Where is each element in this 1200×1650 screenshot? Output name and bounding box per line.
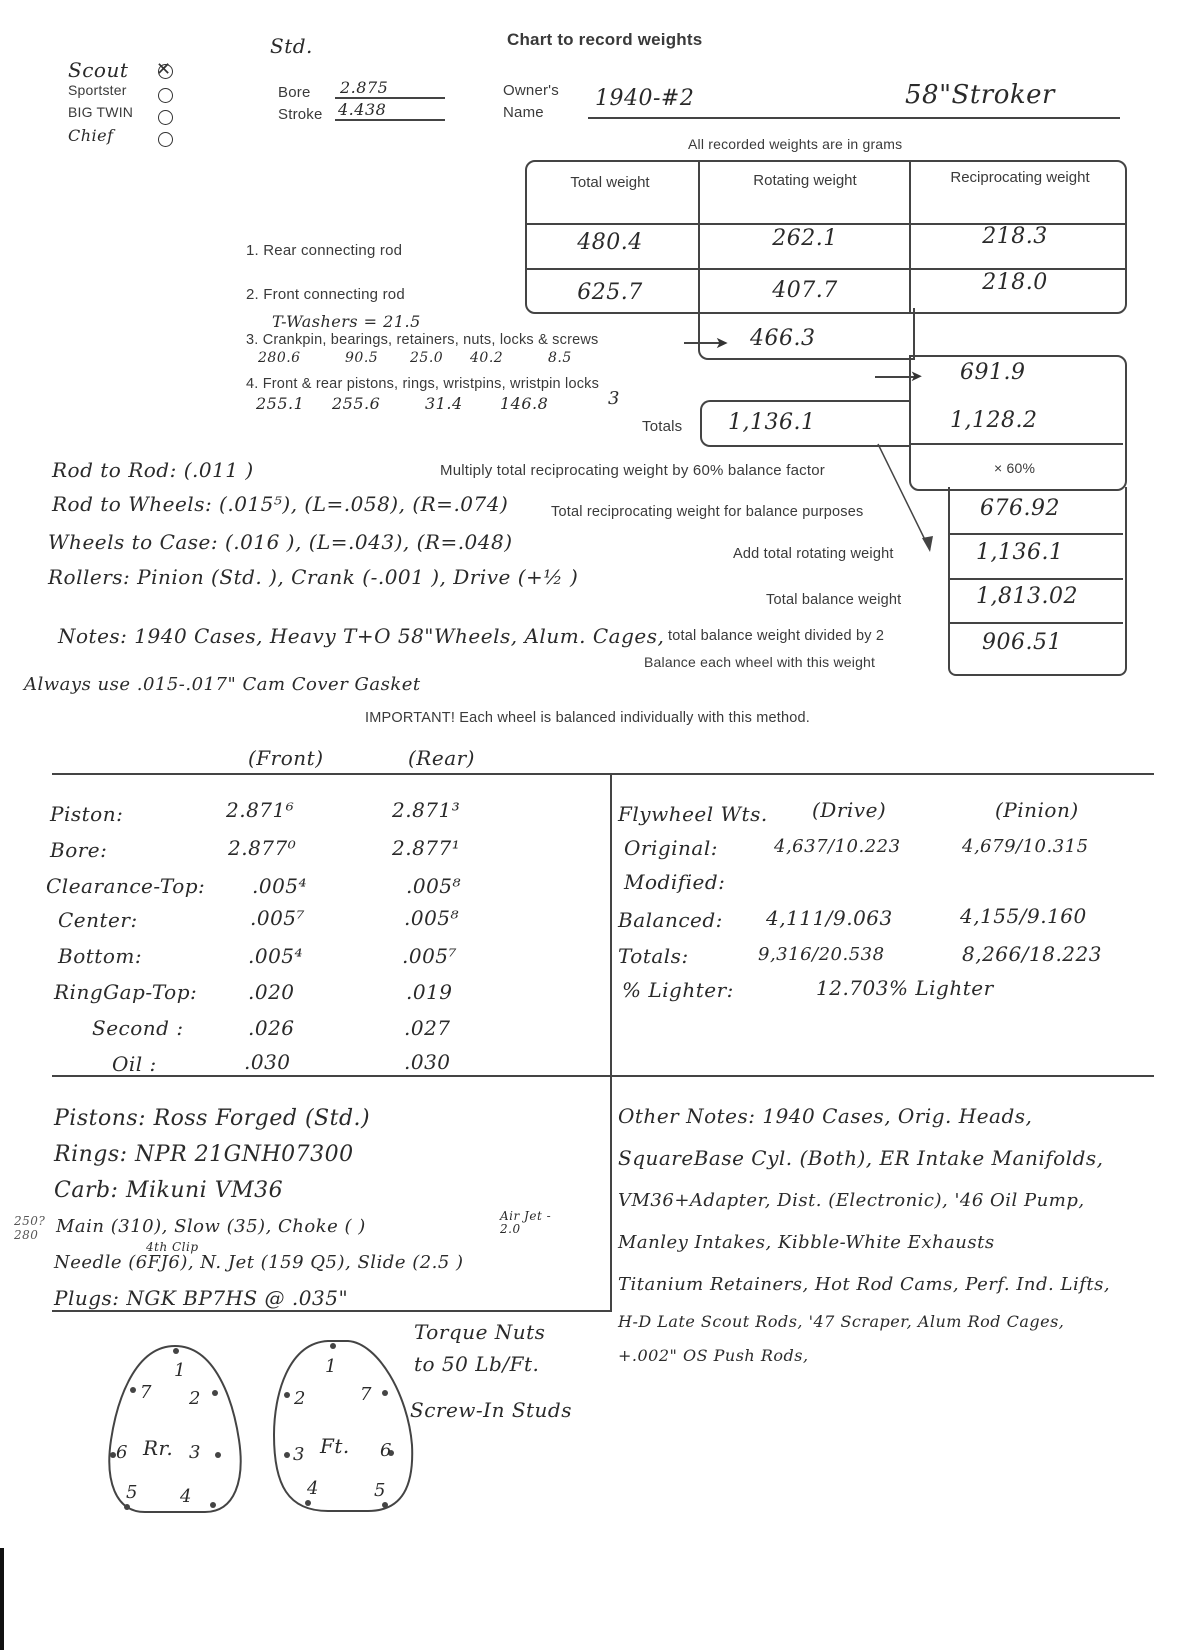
flywheel-title: Flywheel Wts. (618, 802, 768, 826)
row-label-rear-rod: 1. Rear connecting rod (246, 242, 403, 259)
rear-header: (Rear) (408, 746, 475, 770)
empty-circle-icon (158, 110, 173, 125)
model-item-sportster (68, 82, 188, 104)
other-notes-line: Titanium Retainers, Hot Rod Cams, Perf. Ind. Lifts, (618, 1274, 1111, 1295)
bolt-dot (124, 1504, 130, 1510)
piston-front: 2.871⁶ (226, 798, 295, 822)
rear-rod-recip: 218.3 (982, 224, 1048, 249)
diagonal-arrow-icon (870, 440, 940, 560)
torque-line: Screw-In Studs (410, 1398, 572, 1422)
stroke-value: 4.438 (338, 100, 387, 119)
owner-label: Owner's Name (503, 82, 559, 121)
balanced-label: Balanced: (618, 908, 723, 932)
bore-underline (335, 97, 445, 99)
notes-line: Notes: 1940 Cases, Heavy T+O 58"Wheels, Alum. Cages, (58, 624, 665, 648)
bore-row-label: Bore: (50, 838, 108, 862)
stroke-underline (335, 119, 445, 121)
front-head-diagram (268, 1335, 418, 1520)
front-bolt-num: 1 (325, 1356, 337, 1377)
scan-edge-mark (0, 1548, 4, 1650)
std-note: Std. (270, 34, 313, 58)
rear-bolt-num: 5 (126, 1482, 138, 1503)
pistons-part: 255.6 (332, 394, 381, 413)
rear-bolt-num: 3 (189, 1442, 201, 1463)
piston-rear: 2.871³ (392, 798, 461, 822)
balanced-drive: 4,111/9.063 (766, 906, 893, 930)
piston-row-label: Piston: (50, 802, 124, 826)
original-pinion: 4,679/10.315 (962, 836, 1089, 857)
lighter-label: % Lighter: (622, 978, 734, 1002)
crankpin-part: 8.5 (548, 350, 572, 366)
bolt-dot (210, 1502, 216, 1508)
grid-line-top (52, 773, 1154, 775)
oil-front: .030 (244, 1050, 291, 1074)
front-bolt-num: 2 (294, 1388, 306, 1409)
rear-bolt-num: 2 (189, 1388, 201, 1409)
original-label: Original: (624, 836, 718, 860)
table-divider (909, 162, 911, 312)
owner-underline (588, 117, 1120, 119)
bottom-front: .005⁴ (248, 944, 304, 968)
clearance-top-label: Clearance-Top: (46, 874, 206, 898)
gasket-note: Always use .015-.017" Cam Cover Gasket (24, 674, 421, 695)
bolt-dot (382, 1502, 388, 1508)
front-bolt-num: 4 (307, 1478, 319, 1499)
air-jet-note: Air Jet - 2.0 (500, 1209, 552, 1236)
other-notes-line: H-D Late Scout Rods, '47 Scraper, Alum Rod Cages, (618, 1312, 1065, 1331)
totals-label: Totals (642, 418, 683, 435)
front-bolt-num: 5 (374, 1480, 386, 1501)
rear-bolt-num: 6 (116, 1442, 128, 1463)
header-total-weight: Total weight (570, 174, 650, 191)
total-balance-value: 1,813.02 (976, 584, 1078, 609)
ring-gap-top-front: .020 (248, 980, 295, 1004)
ring-gap-top-rear: .019 (406, 980, 453, 1004)
page-title: Chart to record weights (507, 30, 703, 49)
torque-line: Torque Nuts (414, 1320, 546, 1344)
recip-balance-value: 676.92 (980, 496, 1060, 521)
total-balance-label: Total balance weight (766, 592, 902, 608)
table-divider (950, 622, 1123, 624)
totals-recip: 1,128.2 (950, 408, 1038, 433)
pistons-part: 3 (608, 388, 620, 409)
crankpin-value: 466.3 (750, 326, 816, 351)
bore-label: Bore (278, 84, 311, 101)
pinion-header: (Pinion) (995, 798, 1079, 822)
crankpin-part: 90.5 (345, 350, 379, 366)
model-item-chief (68, 126, 188, 148)
crankpin-part: 40.2 (470, 350, 504, 366)
rear-rod-rotating: 262.1 (772, 226, 838, 251)
center-rear: .005⁸ (404, 906, 460, 930)
each-wheel-label: Balance each wheel with this weight (644, 654, 876, 670)
clearance-wheels-to-case: Wheels to Case: (.016 ), (L=.043), (R=.048) (48, 530, 513, 554)
row-label-pistons: 4. Front & rear pistons, rings, wristpins, wristpin locks (246, 376, 600, 392)
ring-gap-top-label: RingGap-Top: (54, 980, 198, 1004)
bolt-dot (173, 1348, 179, 1354)
units-note: All recorded weights are in grams (688, 136, 903, 152)
second-front: .026 (248, 1016, 295, 1040)
row-label-front-rod: 2. Front connecting rod (246, 286, 405, 303)
needle-clip-note: 4th Clip (146, 1240, 199, 1254)
model-item-big-twin (68, 104, 188, 126)
bolt-dot (305, 1500, 311, 1506)
divided-value: 906.51 (982, 630, 1062, 655)
totals-pinion: 8,266/18.223 (962, 942, 1102, 966)
bolt-dot (215, 1452, 221, 1458)
balanced-pinion: 4,155/9.160 (960, 904, 1087, 928)
plugs-note: Plugs: NGK BP7HS @ .035" (54, 1286, 349, 1310)
front-rod-recip: 218.0 (982, 270, 1048, 295)
front-rod-total: 625.7 (577, 280, 643, 305)
center-label: Center: (58, 908, 138, 932)
engine-value: 58"Stroker (905, 80, 1055, 110)
pistons-part: 146.8 (500, 394, 549, 413)
original-drive: 4,637/10.223 (774, 836, 901, 857)
clearance-top-rear: .005⁸ (406, 874, 462, 898)
bore-front: 2.877⁰ (228, 836, 297, 860)
arrow-right-icon: ➤ (715, 335, 729, 352)
row-label-crankpin: 3. Crankpin, bearings, retainers, nuts, locks & screws (246, 332, 599, 348)
other-notes-line: SquareBase Cyl. (Both), ER Intake Manifolds, (618, 1146, 1104, 1170)
second-label: Second : (92, 1016, 184, 1040)
owner-value: 1940-#2 (595, 86, 695, 111)
bolt-dot (130, 1387, 136, 1393)
rear-rod-total: 480.4 (577, 230, 643, 255)
pistons-value: 691.9 (960, 360, 1026, 385)
carb-note: Carb: Mikuni VM36 (54, 1178, 284, 1203)
bore-value: 2.875 (340, 78, 389, 97)
clearance-top-front: .005⁴ (252, 874, 308, 898)
clearance-rod-to-wheels: Rod to Wheels: (.015⁵), (L=.058), (R=.074) (52, 492, 509, 516)
pistons-note: Pistons: Ross Forged (Std.) (54, 1106, 371, 1131)
clearance-rollers: Rollers: Pinion (Std. ), Crank (-.001 ), Drive (+½ ) (48, 565, 579, 589)
check-mark-icon: ✕ (156, 59, 172, 79)
front-header: (Front) (248, 746, 324, 770)
jet-side-note: 250? 280 (14, 1214, 46, 1242)
torque-line: to 50 Lb/Ft. (414, 1352, 540, 1376)
second-rear: .027 (404, 1016, 451, 1040)
front-bolt-num: 7 (360, 1384, 372, 1405)
stroke-label: Stroke (278, 106, 323, 123)
bottom-rear: .005⁷ (402, 944, 458, 968)
front-bolt-num: 6 (380, 1440, 392, 1461)
header-reciprocating-weight: Reciprocating weight (950, 169, 1090, 186)
model-label: Chief (68, 126, 114, 145)
grid-line-vertical (610, 773, 612, 1311)
other-notes-line: Manley Intakes, Kibble-White Exhausts (618, 1232, 995, 1253)
model-label: Sportster (68, 82, 127, 98)
grid-line-middle (52, 1075, 1154, 1077)
modified-label: Modified: (624, 870, 726, 894)
rear-head-label: Rr. (143, 1436, 174, 1460)
other-notes-line: VM36+Adapter, Dist. (Electronic), '46 Oil Pump, (618, 1190, 1085, 1211)
lighter-value: 12.703% Lighter (816, 976, 994, 1000)
divided-label: total balance weight divided by 2 (668, 628, 885, 644)
pistons-part: 31.4 (425, 394, 463, 413)
crankpin-part: 280.6 (258, 350, 301, 366)
crankpin-part: 25.0 (410, 350, 444, 366)
add-rotating-label: Add total rotating weight (733, 546, 894, 562)
empty-circle-icon (158, 132, 173, 147)
factor-value: × 60% (994, 460, 1036, 476)
arrow-right-icon: ➤ (910, 368, 923, 385)
header-rotating-weight: Rotating weight (753, 172, 857, 189)
needle-line: Needle (6FJ6), N. Jet (159 Q5), Slide (2.5 ) (54, 1252, 464, 1273)
center-front: .005⁷ (250, 906, 306, 930)
oil-label: Oil : (112, 1052, 157, 1076)
model-label: Scout (68, 58, 129, 82)
rear-bolt-num: 1 (174, 1360, 186, 1381)
bore-rear: 2.877¹ (392, 836, 461, 860)
bolt-dot (330, 1343, 336, 1349)
other-notes-line: Other Notes: 1940 Cases, Orig. Heads, (618, 1104, 1033, 1128)
front-head-label: Ft. (320, 1434, 350, 1458)
t-washers-note: T-Washers = 21.5 (272, 312, 421, 331)
front-bolt-num: 3 (293, 1444, 305, 1465)
totals-fw-label: Totals: (618, 944, 689, 968)
totals-drive: 9,316/20.538 (758, 944, 885, 965)
bottom-label: Bottom: (58, 944, 143, 968)
model-label: BIG TWIN (68, 104, 134, 120)
main-jet-line: Main (310), Slow (35), Choke ( ) (56, 1216, 366, 1237)
pistons-part: 255.1 (256, 394, 305, 413)
bolt-dot (284, 1392, 290, 1398)
table-divider (950, 533, 1123, 535)
multiply-label: Multiply total reciprocating weight by 60% balance factor (440, 462, 825, 479)
rings-note: Rings: NPR 21GNH07300 (54, 1142, 354, 1167)
recip-balance-label: Total reciprocating weight for balance purposes (551, 504, 864, 520)
grid-line-bottom (52, 1310, 612, 1312)
table-divider (698, 162, 700, 312)
bolt-dot (382, 1390, 388, 1396)
table-divider (950, 578, 1123, 580)
model-list (68, 58, 188, 148)
oil-rear: .030 (404, 1050, 451, 1074)
bolt-dot (284, 1452, 290, 1458)
clearance-rod-to-rod: Rod to Rod: (.011 ) (52, 458, 254, 482)
totals-rotating: 1,136.1 (728, 410, 816, 435)
front-rod-rotating: 407.7 (772, 278, 838, 303)
bolt-dot (212, 1390, 218, 1396)
drive-header: (Drive) (812, 798, 887, 822)
table-divider (911, 443, 1123, 445)
important-note: IMPORTANT! Each wheel is balanced individually with this method. (365, 710, 811, 726)
model-item-scout (68, 58, 188, 82)
rear-bolt-num: 7 (140, 1382, 152, 1403)
other-notes-line: +.002" OS Push Rods, (618, 1346, 809, 1365)
add-rotating-value: 1,136.1 (976, 540, 1064, 565)
rear-bolt-num: 4 (180, 1486, 192, 1507)
empty-circle-icon (158, 88, 173, 103)
arrow-line (875, 376, 915, 378)
